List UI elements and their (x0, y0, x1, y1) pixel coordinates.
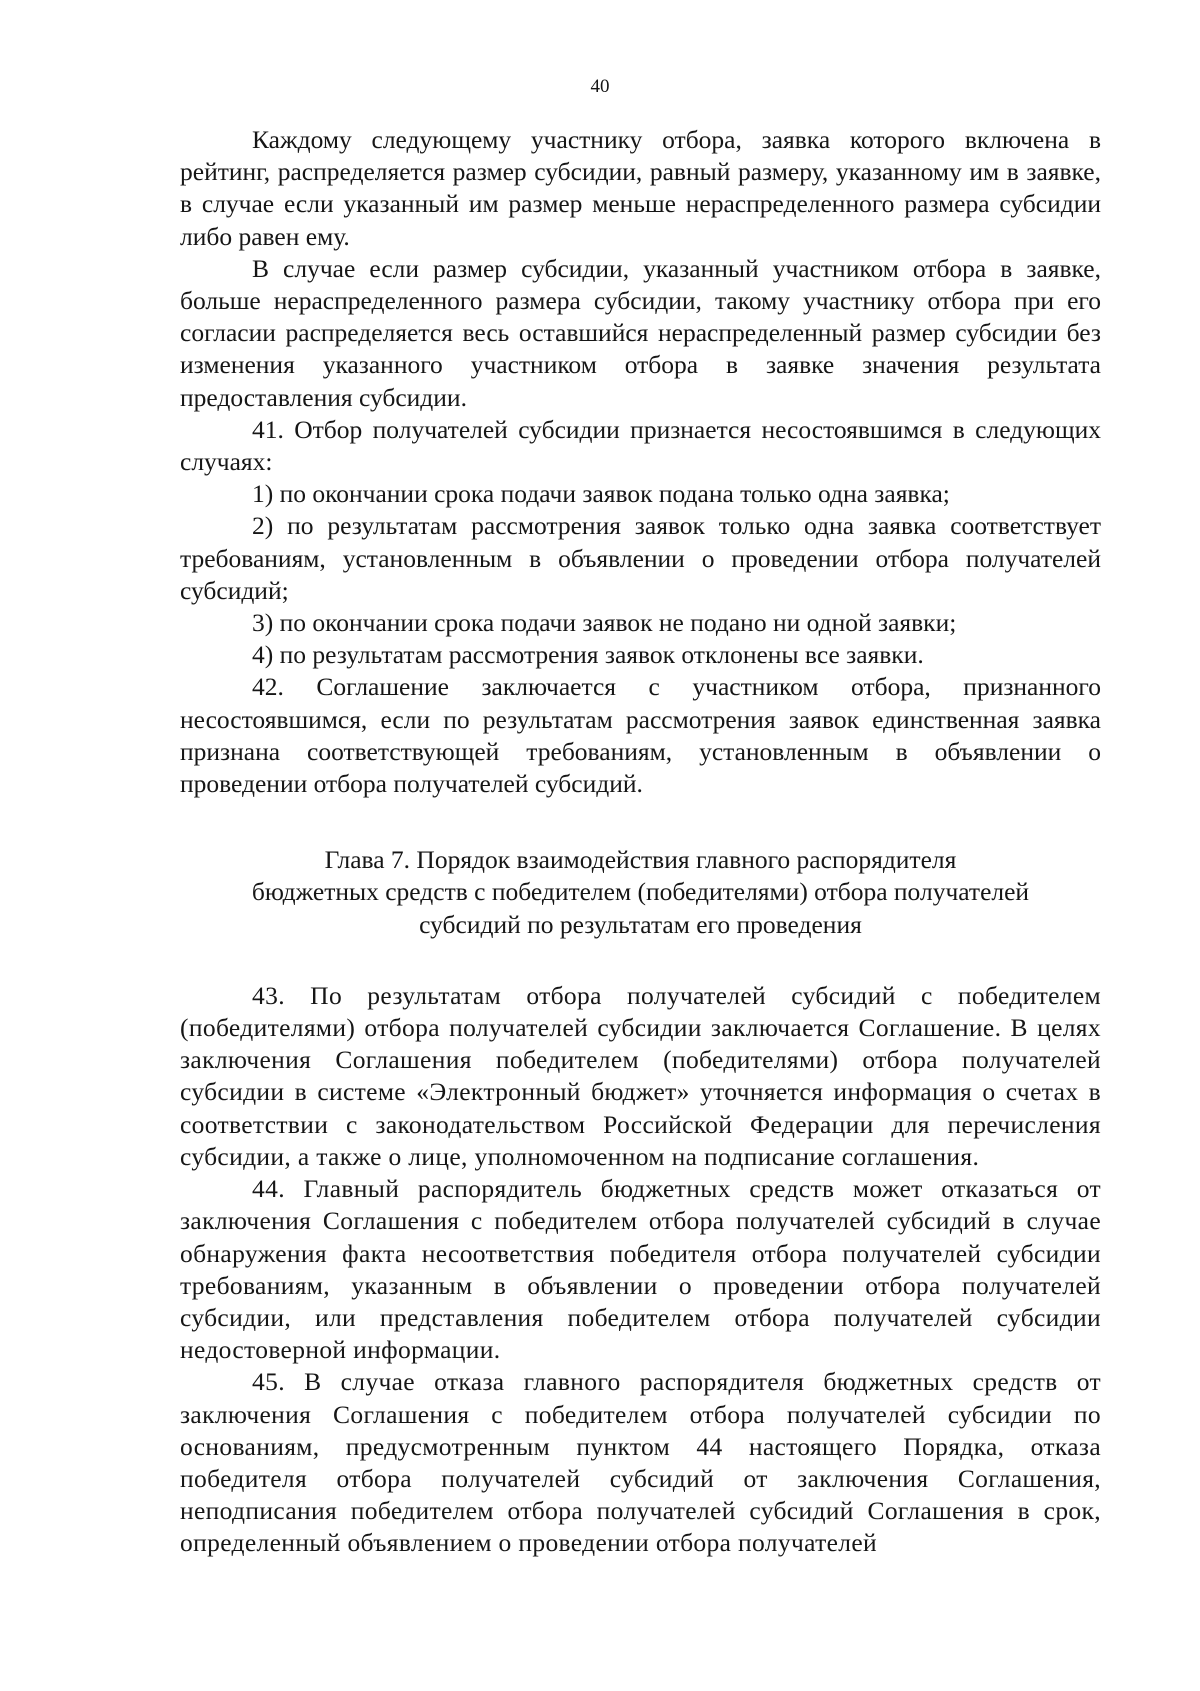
chapter-heading-line-3: субсидий по результатам его проведения (419, 909, 862, 939)
list-item-41-4: 4) по результатам рассмотрения заявок отклонены все заявки. (252, 640, 924, 670)
list-item-41-3: 3) по окончании срока подачи заявок не подано ни одной заявки; (252, 608, 957, 638)
list-item-41-1: 1) по окончании срока подачи заявок подана только одна заявка; (252, 479, 950, 509)
paragraph-next-participant: Каждому следующему участнику отбора, заявка которого включена в рейтинг, распределяется размер субсидии, равный размеру, указанному им в заявке, в случае если указанный им размер меньше нераспределенного размера субсидии либо равен ему. (180, 125, 1101, 251)
paragraph-44: 44. Главный распорядитель бюджетных средств может отказаться от заключения Соглашения с победителем отбора получателей субсидий в случае обнаружения факта несоответствия победителя отбора получателей субсидии требованиям, указанным в объявлении о проведении отбора получателей субсидии, или представления победителем отбора получателей субсидии недостоверной информации. (180, 1174, 1101, 1365)
document-body (180, 124, 1101, 1560)
list-item-41-2: 2) по результатам рассмотрения заявок только одна заявка соответствует требованиям, установленным в объявлении о проведении отбора получателей субсидий; (180, 511, 1101, 605)
chapter-heading (180, 844, 1101, 941)
chapter-heading-line-2: бюджетных средств с победителем (победителями) отбора получателей (251, 877, 1030, 907)
paragraph-subsidy-exceeds: В случае если размер субсидии, указанный участником отбора в заявке, больше нераспределенного размера субсидии, такому участнику отбора при его согласии распределяется весь оставшийся нераспределенный размер субсидии без изменения указанного участником отбора в заявке значения результата предоставления субсидии. (180, 253, 1101, 412)
paragraph-42: 42. Соглашение заключается с участником отбора, признанного несостоявшимся, если по результатам рассмотрения заявок единственная заявка признана соответствующей требованиям, установленным в объявлении о проведении отбора получателей субсидий. (180, 672, 1101, 799)
page-number: 40 (590, 76, 610, 97)
paragraph-45: 45. В случае отказа главного распорядителя бюджетных средств от заключения Соглашения с победителем отбора получателей субсидии по основаниям, предусмотренным пунктом 44 настоящего Порядка, отказа победителя отбора получателей субсидий от заключения Соглашения, неподписания победителем отбора получателей субсидий Соглашения в срок, определенный объявлением о проведении отбора получателей (180, 1367, 1101, 1558)
chapter-heading-line-1: Глава 7. Порядок взаимодействия главного распорядителя (324, 845, 957, 875)
paragraph-41-intro: 41. Отбор получателей субсидии признается несостоявшимся в следующих случаях: (180, 414, 1101, 477)
paragraph-43: 43. По результатам отбора получателей субсидий с победителем (победителями) отбора получателей субсидии заключается Соглашение. В целях заключения Соглашения победителем (победителями) отбора получателей субсидии в системе «Электронный бюджет» уточняется информация о счетах в соответствии с законодательством Российской Федерации для перечисления субсидии, а также о лице, уполномоченном на подписание соглашения. (180, 980, 1101, 1171)
